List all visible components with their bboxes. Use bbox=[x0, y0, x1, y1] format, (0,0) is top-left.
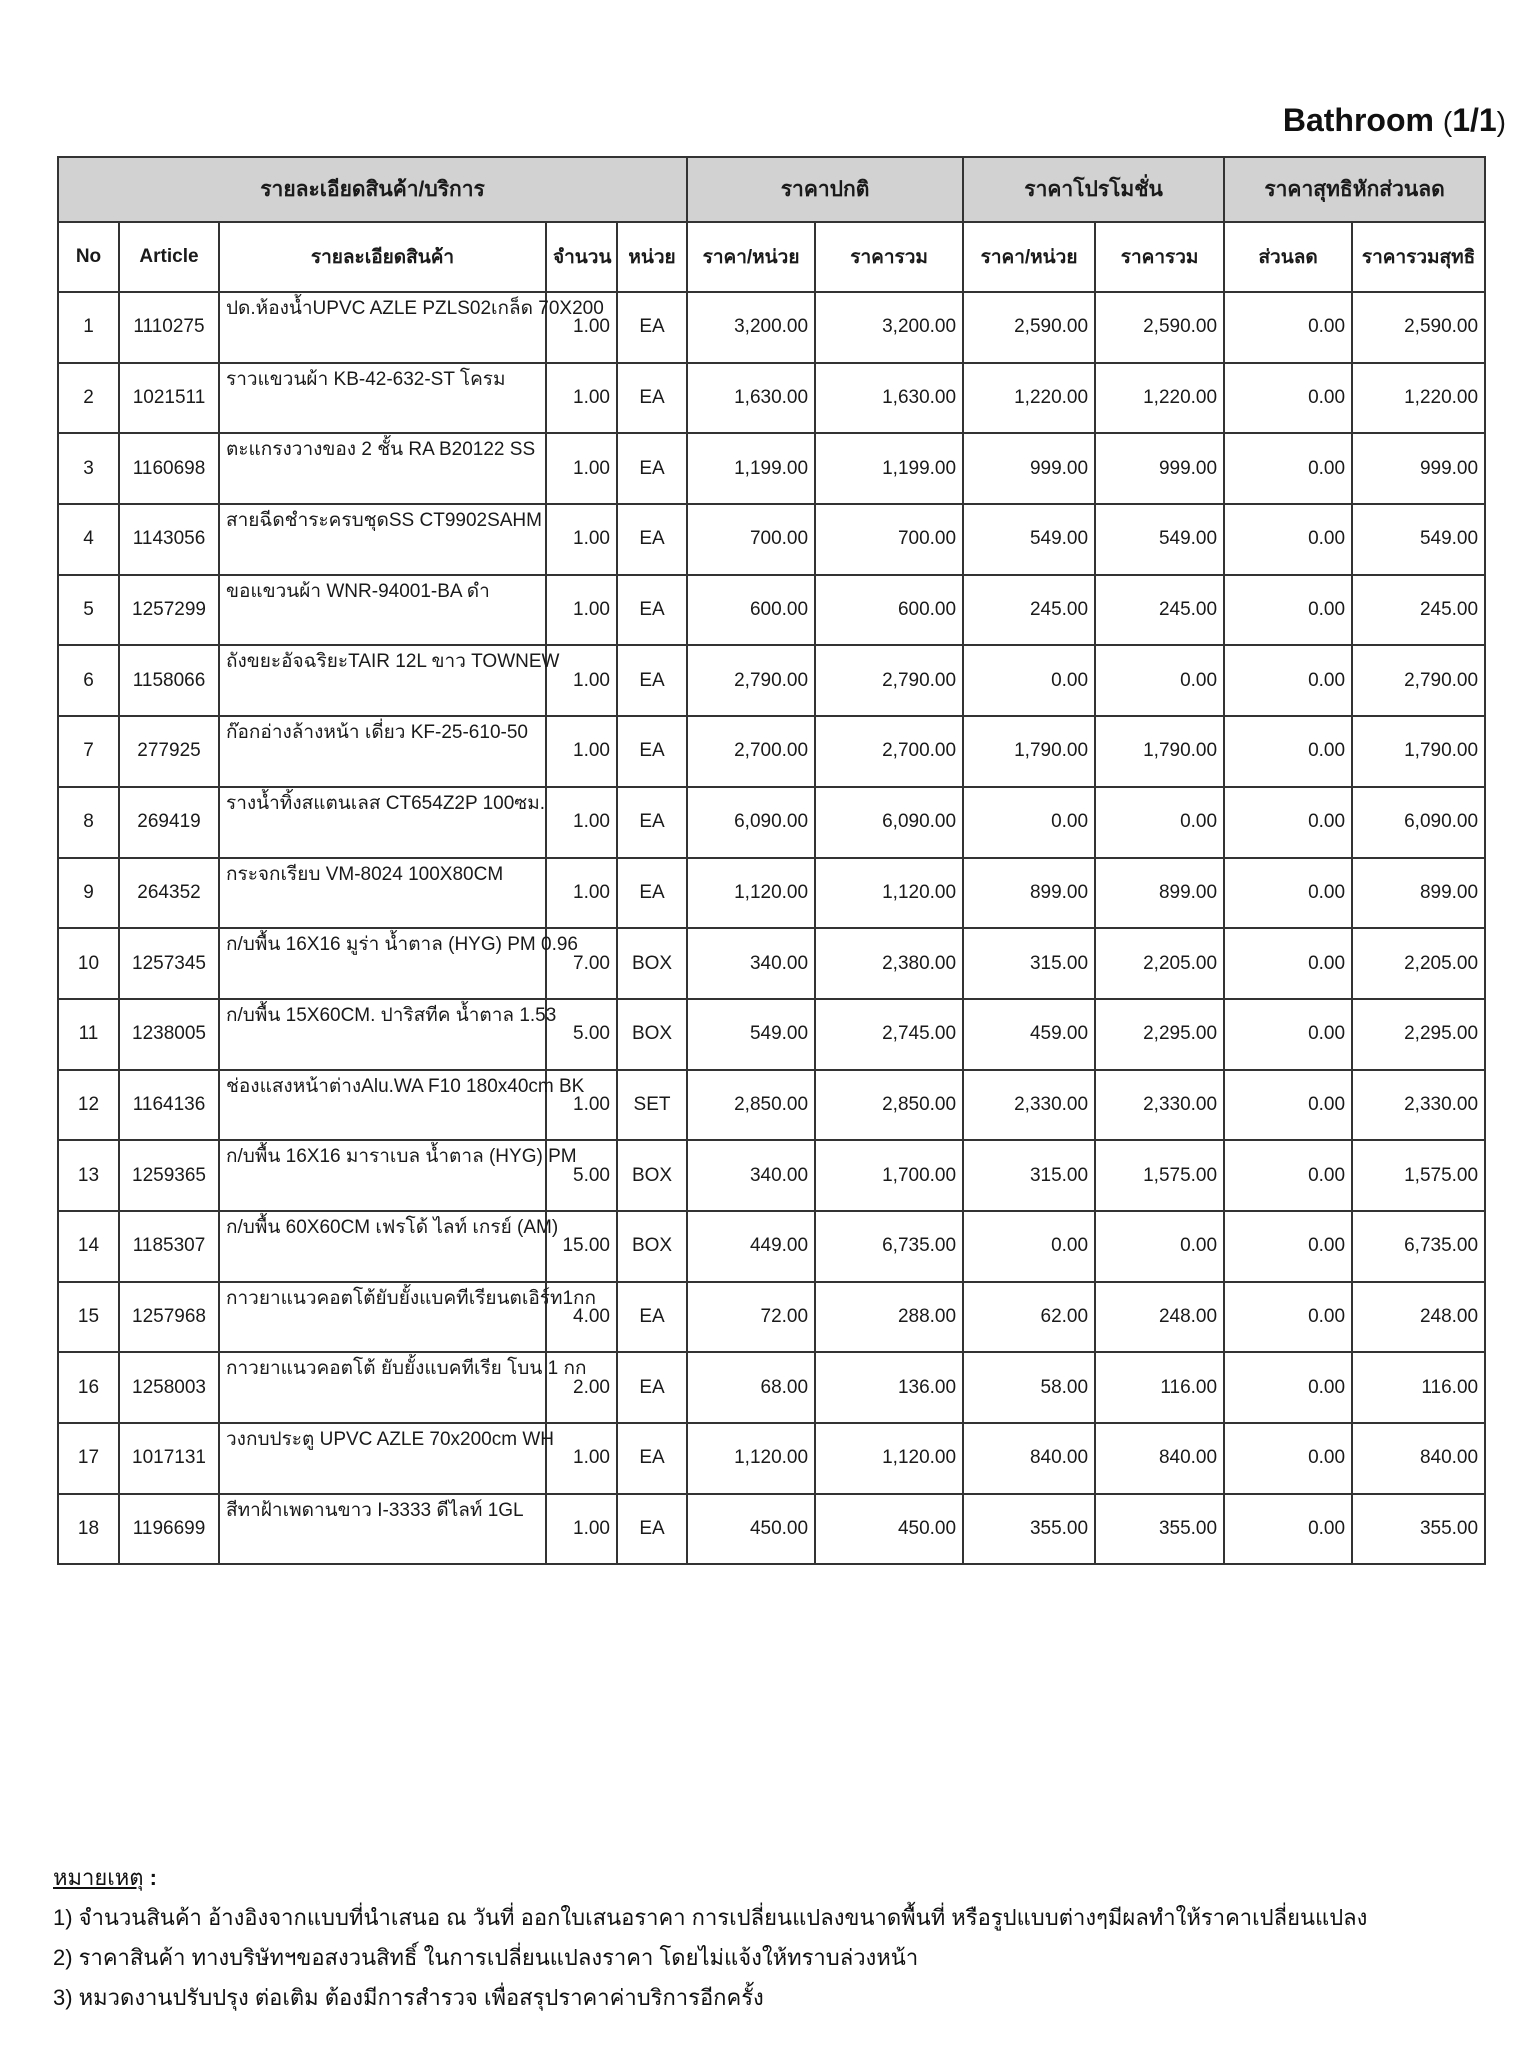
row-no: 15 bbox=[58, 1282, 119, 1353]
row-description: สีทาฝ้าเพดานขาว I-3333 ดีไลท์ 1GL bbox=[219, 1494, 546, 1565]
row-promo-unit-price: 245.00 bbox=[963, 575, 1095, 646]
row-unit-price: 1,120.00 bbox=[687, 1423, 815, 1494]
row-total: 1,700.00 bbox=[815, 1140, 963, 1211]
row-total: 1,199.00 bbox=[815, 433, 963, 504]
group-promo-price: ราคาโปรโมชั่น bbox=[963, 157, 1224, 222]
row-qty: 1.00 bbox=[546, 858, 617, 929]
row-unit: EA bbox=[617, 504, 687, 575]
row-net-total: 999.00 bbox=[1352, 433, 1485, 504]
row-qty: 4.00 bbox=[546, 1282, 617, 1353]
row-discount: 0.00 bbox=[1224, 363, 1352, 434]
row-unit: EA bbox=[617, 1352, 687, 1423]
row-discount: 0.00 bbox=[1224, 1423, 1352, 1494]
row-promo-unit-price: 62.00 bbox=[963, 1282, 1095, 1353]
row-no: 1 bbox=[58, 292, 119, 363]
col-promo-unit-price: ราคา/หน่วย bbox=[963, 222, 1095, 292]
row-net-total: 2,205.00 bbox=[1352, 928, 1485, 999]
row-net-total: 1,575.00 bbox=[1352, 1140, 1485, 1211]
row-total: 600.00 bbox=[815, 575, 963, 646]
row-no: 11 bbox=[58, 999, 119, 1070]
row-promo-unit-price: 459.00 bbox=[963, 999, 1095, 1070]
row-qty: 1.00 bbox=[546, 1070, 617, 1141]
row-total: 288.00 bbox=[815, 1282, 963, 1353]
row-description: ปด.ห้องน้ำUPVC AZLE PZLS02เกล็ด 70X200 bbox=[219, 292, 546, 363]
row-article: 277925 bbox=[119, 716, 219, 787]
row-discount: 0.00 bbox=[1224, 928, 1352, 999]
row-discount: 0.00 bbox=[1224, 787, 1352, 858]
notes-title: หมายเหตุ bbox=[53, 1865, 144, 1890]
row-unit-price: 2,700.00 bbox=[687, 716, 815, 787]
row-total: 700.00 bbox=[815, 504, 963, 575]
row-promo-total: 2,590.00 bbox=[1095, 292, 1224, 363]
row-unit-price: 549.00 bbox=[687, 999, 815, 1070]
row-article: 1257968 bbox=[119, 1282, 219, 1353]
row-unit-price: 700.00 bbox=[687, 504, 815, 575]
col-unit: หน่วย bbox=[617, 222, 687, 292]
table-row bbox=[58, 1140, 1485, 1211]
row-no: 10 bbox=[58, 928, 119, 999]
row-discount: 0.00 bbox=[1224, 1494, 1352, 1565]
row-unit: BOX bbox=[617, 1211, 687, 1282]
row-article: 1259365 bbox=[119, 1140, 219, 1211]
row-promo-unit-price: 0.00 bbox=[963, 645, 1095, 716]
row-total: 2,745.00 bbox=[815, 999, 963, 1070]
note-line-1: 1) จำนวนสินค้า อ้างอิงจากแบบที่นำเสนอ ณ วันที่ ออกใบเสนอราคา การเปลี่ยนแปลงขนาดพื้นที่ หรือรูปแบบต่างๆมีผลทำให้ราคาเปลี่ยนแปลง bbox=[53, 1905, 1368, 1930]
row-net-total: 1,220.00 bbox=[1352, 363, 1485, 434]
col-description: รายละเอียดสินค้า bbox=[219, 222, 546, 292]
row-unit: EA bbox=[617, 1282, 687, 1353]
row-net-total: 245.00 bbox=[1352, 575, 1485, 646]
row-unit: BOX bbox=[617, 928, 687, 999]
row-net-total: 899.00 bbox=[1352, 858, 1485, 929]
row-article: 1160698 bbox=[119, 433, 219, 504]
note-line-2: 2) ราคาสินค้า ทางบริษัทฯขอสงวนสิทธิ์ ในการเปลี่ยนแปลงราคา โดยไม่แจ้งให้ทราบล่วงหน้า bbox=[53, 1945, 919, 1970]
row-discount: 0.00 bbox=[1224, 999, 1352, 1070]
row-discount: 0.00 bbox=[1224, 504, 1352, 575]
row-article: 1021511 bbox=[119, 363, 219, 434]
table-row bbox=[58, 1352, 1485, 1423]
row-unit: EA bbox=[617, 1494, 687, 1565]
row-qty: 5.00 bbox=[546, 999, 617, 1070]
row-no: 2 bbox=[58, 363, 119, 434]
row-qty: 1.00 bbox=[546, 575, 617, 646]
row-promo-total: 2,295.00 bbox=[1095, 999, 1224, 1070]
row-total: 2,700.00 bbox=[815, 716, 963, 787]
row-promo-total: 899.00 bbox=[1095, 858, 1224, 929]
group-header-row bbox=[58, 157, 1485, 222]
row-qty: 1.00 bbox=[546, 433, 617, 504]
row-no: 9 bbox=[58, 858, 119, 929]
table-row bbox=[58, 292, 1485, 363]
row-discount: 0.00 bbox=[1224, 1140, 1352, 1211]
row-discount: 0.00 bbox=[1224, 1352, 1352, 1423]
row-net-total: 116.00 bbox=[1352, 1352, 1485, 1423]
row-promo-total: 1,575.00 bbox=[1095, 1140, 1224, 1211]
row-article: 269419 bbox=[119, 787, 219, 858]
row-no: 6 bbox=[58, 645, 119, 716]
row-unit-price: 68.00 bbox=[687, 1352, 815, 1423]
row-unit: EA bbox=[617, 433, 687, 504]
row-promo-total: 999.00 bbox=[1095, 433, 1224, 504]
row-qty: 1.00 bbox=[546, 716, 617, 787]
row-unit: EA bbox=[617, 363, 687, 434]
row-total: 6,735.00 bbox=[815, 1211, 963, 1282]
row-article: 1257345 bbox=[119, 928, 219, 999]
row-no: 5 bbox=[58, 575, 119, 646]
row-promo-unit-price: 315.00 bbox=[963, 1140, 1095, 1211]
row-promo-total: 1,220.00 bbox=[1095, 363, 1224, 434]
row-no: 14 bbox=[58, 1211, 119, 1282]
row-total: 1,120.00 bbox=[815, 858, 963, 929]
table-row bbox=[58, 1211, 1485, 1282]
table-row bbox=[58, 575, 1485, 646]
table-row bbox=[58, 1282, 1485, 1353]
row-article: 1017131 bbox=[119, 1423, 219, 1494]
row-unit-price: 449.00 bbox=[687, 1211, 815, 1282]
page-close-paren: ) bbox=[1496, 106, 1506, 137]
row-total: 2,850.00 bbox=[815, 1070, 963, 1141]
row-unit-price: 3,200.00 bbox=[687, 292, 815, 363]
table-row bbox=[58, 1070, 1485, 1141]
table-row bbox=[58, 716, 1485, 787]
row-qty: 1.00 bbox=[546, 787, 617, 858]
row-promo-unit-price: 999.00 bbox=[963, 433, 1095, 504]
row-promo-total: 840.00 bbox=[1095, 1423, 1224, 1494]
row-article: 264352 bbox=[119, 858, 219, 929]
row-promo-unit-price: 1,220.00 bbox=[963, 363, 1095, 434]
row-discount: 0.00 bbox=[1224, 716, 1352, 787]
row-unit-price: 2,790.00 bbox=[687, 645, 815, 716]
table-row bbox=[58, 1423, 1485, 1494]
row-total: 450.00 bbox=[815, 1494, 963, 1565]
col-net-total: ราคารวมสุทธิ bbox=[1352, 222, 1485, 292]
row-promo-total: 248.00 bbox=[1095, 1282, 1224, 1353]
table-row bbox=[58, 858, 1485, 929]
row-promo-unit-price: 0.00 bbox=[963, 787, 1095, 858]
row-discount: 0.00 bbox=[1224, 1282, 1352, 1353]
row-article: 1164136 bbox=[119, 1070, 219, 1141]
row-article: 1110275 bbox=[119, 292, 219, 363]
row-article: 1158066 bbox=[119, 645, 219, 716]
group-details: รายละเอียดสินค้า/บริการ bbox=[58, 157, 687, 222]
row-article: 1257299 bbox=[119, 575, 219, 646]
row-total: 6,090.00 bbox=[815, 787, 963, 858]
row-promo-total: 116.00 bbox=[1095, 1352, 1224, 1423]
row-promo-total: 2,205.00 bbox=[1095, 928, 1224, 999]
note-line-3: 3) หมวดงานปรับปรุง ต่อเติม ต้องมีการสำรวจ เพื่อสรุปราคาค่าบริการอีกครั้ง bbox=[53, 1985, 764, 2010]
row-article: 1185307 bbox=[119, 1211, 219, 1282]
row-no: 8 bbox=[58, 787, 119, 858]
row-unit-price: 1,199.00 bbox=[687, 433, 815, 504]
row-net-total: 355.00 bbox=[1352, 1494, 1485, 1565]
row-promo-unit-price: 2,330.00 bbox=[963, 1070, 1095, 1141]
table-row bbox=[58, 787, 1485, 858]
row-promo-total: 0.00 bbox=[1095, 645, 1224, 716]
row-net-total: 248.00 bbox=[1352, 1282, 1485, 1353]
group-normal-price: ราคาปกติ bbox=[687, 157, 963, 222]
row-discount: 0.00 bbox=[1224, 292, 1352, 363]
row-qty: 1.00 bbox=[546, 645, 617, 716]
row-net-total: 1,790.00 bbox=[1352, 716, 1485, 787]
table-row bbox=[58, 1494, 1485, 1565]
row-promo-unit-price: 355.00 bbox=[963, 1494, 1095, 1565]
row-net-total: 2,790.00 bbox=[1352, 645, 1485, 716]
row-promo-total: 245.00 bbox=[1095, 575, 1224, 646]
notes-heading bbox=[53, 1858, 1493, 1898]
row-promo-unit-price: 2,590.00 bbox=[963, 292, 1095, 363]
table-body bbox=[58, 292, 1485, 1564]
row-no: 4 bbox=[58, 504, 119, 575]
table-row bbox=[58, 363, 1485, 434]
table-row bbox=[58, 928, 1485, 999]
row-description: ตะแกรงวางของ 2 ชั้น RA B20122 SS bbox=[219, 433, 546, 504]
row-unit-price: 1,630.00 bbox=[687, 363, 815, 434]
row-no: 7 bbox=[58, 716, 119, 787]
row-unit-price: 340.00 bbox=[687, 928, 815, 999]
row-promo-unit-price: 1,790.00 bbox=[963, 716, 1095, 787]
row-description: รางน้ำทิ้งสแตนเลส CT654Z2P 100ซม. bbox=[219, 787, 546, 858]
row-promo-unit-price: 58.00 bbox=[963, 1352, 1095, 1423]
row-discount: 0.00 bbox=[1224, 433, 1352, 504]
row-qty: 1.00 bbox=[546, 363, 617, 434]
row-promo-unit-price: 899.00 bbox=[963, 858, 1095, 929]
row-net-total: 6,090.00 bbox=[1352, 787, 1485, 858]
row-promo-unit-price: 840.00 bbox=[963, 1423, 1095, 1494]
row-description: ราวแขวนผ้า KB-42-632-ST โครม bbox=[219, 363, 546, 434]
row-unit-price: 340.00 bbox=[687, 1140, 815, 1211]
row-qty: 1.00 bbox=[546, 504, 617, 575]
row-discount: 0.00 bbox=[1224, 645, 1352, 716]
table-row bbox=[58, 645, 1485, 716]
row-discount: 0.00 bbox=[1224, 1211, 1352, 1282]
row-total: 136.00 bbox=[815, 1352, 963, 1423]
row-unit: EA bbox=[617, 858, 687, 929]
row-promo-total: 0.00 bbox=[1095, 787, 1224, 858]
row-qty: 1.00 bbox=[546, 292, 617, 363]
row-article: 1238005 bbox=[119, 999, 219, 1070]
row-total: 1,630.00 bbox=[815, 363, 963, 434]
row-promo-total: 1,790.00 bbox=[1095, 716, 1224, 787]
row-description: กาวยาแนวคอตโต้ยับยั้งแบคทีเรียนตเอิร์ท1กก bbox=[219, 1282, 546, 1353]
row-qty: 1.00 bbox=[546, 1423, 617, 1494]
row-no: 12 bbox=[58, 1070, 119, 1141]
row-unit: EA bbox=[617, 645, 687, 716]
row-discount: 0.00 bbox=[1224, 1070, 1352, 1141]
row-description: ช่องแสงหน้าต่างAlu.WA F10 180x40cm BK bbox=[219, 1070, 546, 1141]
row-article: 1196699 bbox=[119, 1494, 219, 1565]
row-net-total: 840.00 bbox=[1352, 1423, 1485, 1494]
row-net-total: 6,735.00 bbox=[1352, 1211, 1485, 1282]
row-description: ถังขยะอัจฉริยะTAIR 12L ขาว TOWNEW bbox=[219, 645, 546, 716]
col-article: Article bbox=[119, 222, 219, 292]
row-unit-price: 6,090.00 bbox=[687, 787, 815, 858]
row-net-total: 2,330.00 bbox=[1352, 1070, 1485, 1141]
row-unit: BOX bbox=[617, 1140, 687, 1211]
row-description: ก/บพื้น 15X60CM. ปาริสทีค น้ำตาล 1.53 bbox=[219, 999, 546, 1070]
row-no: 18 bbox=[58, 1494, 119, 1565]
row-total: 2,380.00 bbox=[815, 928, 963, 999]
row-total: 3,200.00 bbox=[815, 292, 963, 363]
row-description: สายฉีดชำระครบชุดSS CT9902SAHM bbox=[219, 504, 546, 575]
row-unit-price: 1,120.00 bbox=[687, 858, 815, 929]
row-promo-total: 2,330.00 bbox=[1095, 1070, 1224, 1141]
row-unit: BOX bbox=[617, 999, 687, 1070]
row-qty: 15.00 bbox=[546, 1211, 617, 1282]
row-unit-price: 450.00 bbox=[687, 1494, 815, 1565]
row-unit: EA bbox=[617, 575, 687, 646]
row-qty: 2.00 bbox=[546, 1352, 617, 1423]
row-qty: 1.00 bbox=[546, 1494, 617, 1565]
row-promo-unit-price: 0.00 bbox=[963, 1211, 1095, 1282]
quotation-table bbox=[57, 156, 1486, 1565]
row-description: ก/บพื้น 16X16 มาราเบล น้ำตาล (HYG) PM bbox=[219, 1140, 546, 1211]
row-article: 1258003 bbox=[119, 1352, 219, 1423]
col-unit-price: ราคา/หน่วย bbox=[687, 222, 815, 292]
table-row bbox=[58, 433, 1485, 504]
table-row bbox=[58, 504, 1485, 575]
row-description: ก/บพื้น 60X60CM เฟรโด้ ไลท์ เกรย์ (AM) bbox=[219, 1211, 546, 1282]
row-unit-price: 2,850.00 bbox=[687, 1070, 815, 1141]
row-promo-total: 549.00 bbox=[1095, 504, 1224, 575]
row-description: วงกบประตู UPVC AZLE 70x200cm WH bbox=[219, 1423, 546, 1494]
col-qty: จำนวน bbox=[546, 222, 617, 292]
row-promo-total: 355.00 bbox=[1095, 1494, 1224, 1565]
col-promo-total: ราคารวม bbox=[1095, 222, 1224, 292]
col-discount: ส่วนลด bbox=[1224, 222, 1352, 292]
row-unit: EA bbox=[617, 1423, 687, 1494]
row-description: ก๊อกอ่างล้างหน้า เดี่ยว KF-25-610-50 bbox=[219, 716, 546, 787]
col-no: No bbox=[58, 222, 119, 292]
row-article: 1143056 bbox=[119, 504, 219, 575]
row-unit: EA bbox=[617, 292, 687, 363]
row-net-total: 2,590.00 bbox=[1352, 292, 1485, 363]
table-row bbox=[58, 999, 1485, 1070]
row-description: ขอแขวนผ้า WNR-94001-BA ดำ bbox=[219, 575, 546, 646]
row-unit: EA bbox=[617, 716, 687, 787]
row-promo-total: 0.00 bbox=[1095, 1211, 1224, 1282]
row-description: กาวยาแนวคอตโต้ ยับยั้งแบคทีเรีย โบน 1 กก bbox=[219, 1352, 546, 1423]
row-description: ก/บพื้น 16X16 มูร่า น้ำตาล (HYG) PM 0.96 bbox=[219, 928, 546, 999]
row-no: 13 bbox=[58, 1140, 119, 1211]
row-qty: 5.00 bbox=[546, 1140, 617, 1211]
row-total: 2,790.00 bbox=[815, 645, 963, 716]
row-promo-unit-price: 315.00 bbox=[963, 928, 1095, 999]
row-description: กระจกเรียบ VM-8024 100X80CM bbox=[219, 858, 546, 929]
row-discount: 0.00 bbox=[1224, 575, 1352, 646]
notes-section bbox=[53, 1858, 1493, 2018]
row-unit-price: 600.00 bbox=[687, 575, 815, 646]
page-open-paren: ( bbox=[1442, 106, 1453, 137]
row-no: 3 bbox=[58, 433, 119, 504]
row-qty: 7.00 bbox=[546, 928, 617, 999]
row-unit-price: 72.00 bbox=[687, 1282, 815, 1353]
row-unit: EA bbox=[617, 787, 687, 858]
notes-colon: : bbox=[143, 1865, 158, 1890]
row-unit: SET bbox=[617, 1070, 687, 1141]
row-promo-unit-price: 549.00 bbox=[963, 504, 1095, 575]
row-net-total: 2,295.00 bbox=[1352, 999, 1485, 1070]
row-no: 16 bbox=[58, 1352, 119, 1423]
section-title: Bathroom bbox=[1282, 102, 1434, 138]
page-title bbox=[1283, 102, 1506, 139]
row-total: 1,120.00 bbox=[815, 1423, 963, 1494]
row-discount: 0.00 bbox=[1224, 858, 1352, 929]
group-net-price: ราคาสุทธิหักส่วนลด bbox=[1224, 157, 1485, 222]
row-net-total: 549.00 bbox=[1352, 504, 1485, 575]
page-number: 1/1 bbox=[1452, 102, 1497, 138]
column-header-row bbox=[58, 222, 1485, 292]
col-total: ราคารวม bbox=[815, 222, 963, 292]
row-no: 17 bbox=[58, 1423, 119, 1494]
